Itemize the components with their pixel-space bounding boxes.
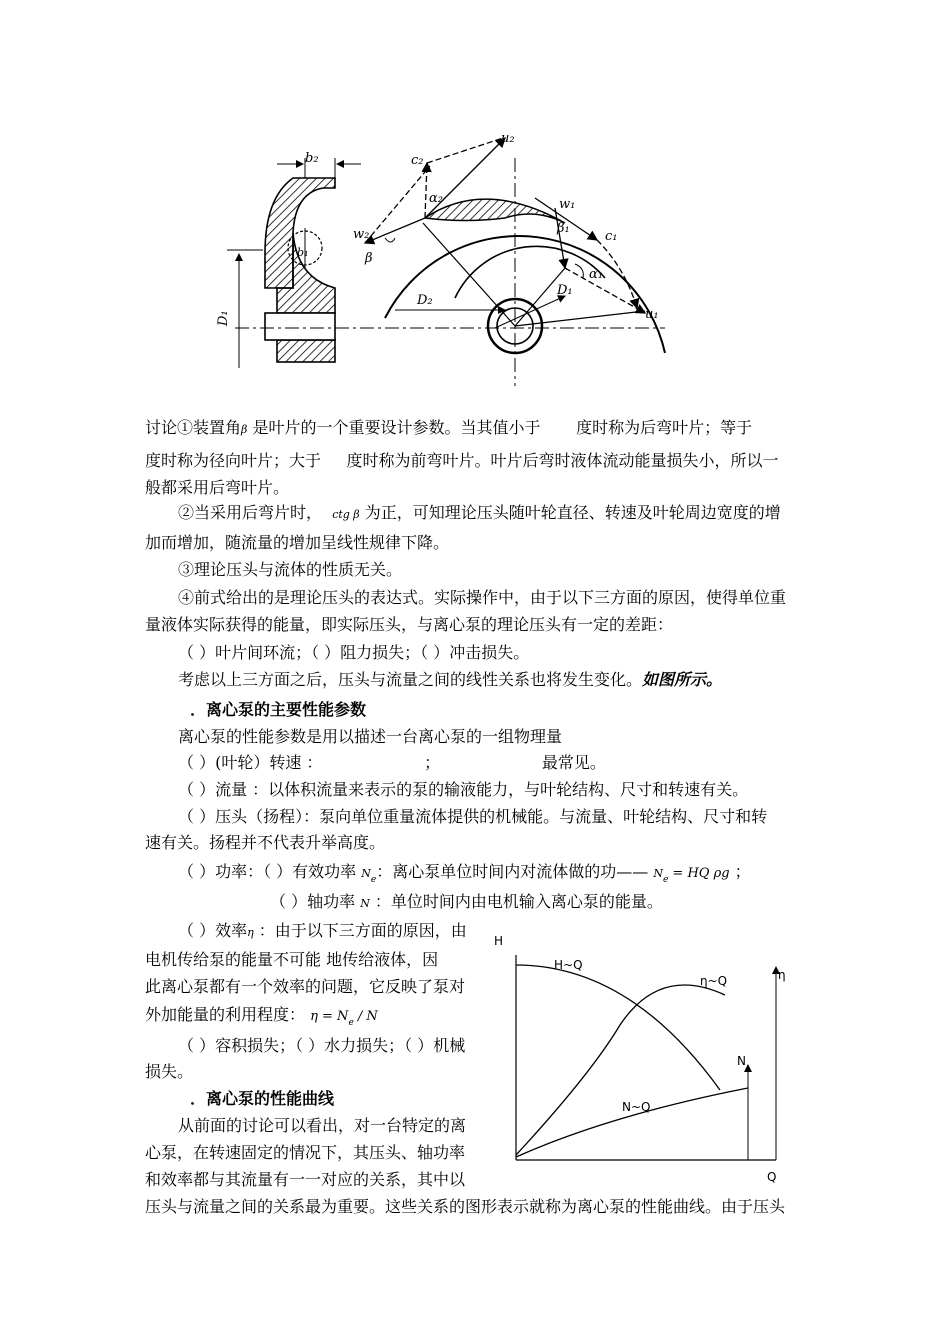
label-beta1: β₁ — [557, 221, 570, 236]
section-heading: ．离心泵的主要性能参数 — [190, 700, 367, 719]
section-heading: ．离心泵的性能曲线 — [190, 1089, 335, 1108]
paragraph-line: 度时称为径向叶片；大于 度时称为前弯叶片。叶片后弯时液体流动能量损失小，所以一 — [145, 451, 779, 470]
label-D2: D₂ — [417, 293, 433, 308]
paragraph-line: （ ）压头（扬程）：泵向单位重量流体提供的机械能。与流量、叶轮结构、尺寸和转 — [178, 807, 768, 826]
label-c1: c₁ — [605, 229, 618, 244]
axis-label-eta: η — [778, 968, 786, 982]
label-b2: b₂ — [305, 151, 319, 166]
impeller-velocity-diagram — [205, 128, 685, 398]
curve-eta-q — [516, 985, 725, 1155]
paragraph-line: 速有关。扬程并不代表升举高度。 — [145, 833, 386, 852]
paragraph-line: 量液体实际获得的能量，即实际压头，与离心泵的理论压头有一定的差距： — [145, 615, 674, 634]
paragraph-line: （ ）流量 ：以体积流量来表示的泵的输液能力，与叶轮结构、尺寸和转速有关。 — [178, 780, 749, 799]
label-D1-left: D₁ — [216, 310, 231, 326]
paragraph-line: （ ）轴功率 N ：单位时间内由电机输入离心泵的能量。 — [270, 892, 663, 911]
paragraph-line: 损失。 — [145, 1062, 194, 1081]
paragraph-line: ②当采用后弯片时， ctg β 为正，可知理论压头随叶轮直径、转速及叶轮周边宽度的增 — [178, 503, 781, 522]
curve-n-q — [516, 1088, 748, 1157]
label-u2: u₂ — [501, 131, 515, 146]
label-w2: w₂ — [353, 227, 370, 242]
label-beta: β — [365, 251, 373, 266]
paragraph-line: ③理论压头与流体的性质无关。 — [178, 560, 403, 579]
label-w1: w₁ — [559, 197, 576, 212]
axis-label-h: H — [494, 934, 504, 948]
pump-performance-curves — [480, 925, 800, 1195]
curve-label-n-q: N~Q — [622, 1100, 651, 1114]
paragraph-line: 外加能量的利用程度： $\eta = N_e / N$ — [145, 1005, 378, 1028]
impeller-front-view — [365, 138, 665, 386]
curve-label-h-q: H~Q — [554, 958, 583, 972]
paragraph-line: 讨论①装置角β 是叶片的一个重要设计参数。当其值小于 度时称为后弯叶片；等于 — [145, 418, 753, 437]
axis-label-n: N — [737, 1054, 746, 1068]
paragraph-line: 般都采用后弯叶片。 — [145, 478, 290, 497]
label-c2: c₂ — [411, 153, 424, 168]
paragraph-line: （ ）叶片间环流；（ ）阻力损失；（ ）冲击损失。 — [178, 643, 530, 662]
paragraph-line: （ ）容积损失；（ ）水力损失；（ ）机械 — [178, 1036, 466, 1055]
paragraph-line: 和效率都与其流量有一一对应的关系，其中以 — [145, 1170, 466, 1189]
curve-label-eta-q: η~Q — [700, 974, 728, 988]
paragraph-line: 电机传给泵的能量不可能 地传给液体，因 — [145, 950, 439, 969]
impeller-cross-section — [227, 158, 665, 368]
paragraph-line: 此离心泵都有一个效率的问题，它反映了泵对 — [145, 977, 466, 996]
paragraph-line: 考虑以上三方面之后，压头与流量之间的线性关系也将发生变化。如图所示。 — [178, 670, 723, 689]
paragraph-line: 心泵，在转速固定的情况下，其压头、轴功率 — [145, 1143, 466, 1162]
label-u1: u₁ — [645, 307, 659, 322]
paragraph-line: ④前式给出的是理论压头的表达式。实际操作中，由于以下三方面的原因，使得单位重 — [178, 588, 787, 607]
label-alpha2: α₂ — [429, 191, 443, 206]
paragraph-line: 压头与流量之间的关系最为重要。这些关系的图形表示就称为离心泵的性能曲线。由于压头 — [145, 1197, 786, 1216]
paragraph-line: （ ）(叶轮）转速 ： ； 最常见。 — [178, 753, 606, 772]
label-alpha1: α₁ — [589, 267, 603, 282]
axis-label-q: Q — [767, 1170, 777, 1184]
paragraph-line: （ ）功率：（ ）有效功率 $N_e$：离心泵单位时间内对流体做的功—— $N_e$ = HQ ρg ； — [178, 862, 751, 885]
paragraph-line: 从前面的讨论可以看出，对一台特定的离 — [178, 1116, 467, 1135]
paragraph-line: （ ）效率η ：由于以下三方面的原因，由 — [178, 921, 467, 940]
label-b1: b₁ — [297, 246, 309, 259]
paragraph-line: 加而增加，随流量的增加呈线性规律下降。 — [145, 533, 450, 552]
paragraph-line: 离心泵的性能参数是用以描述一台离心泵的一组物理量 — [178, 727, 563, 746]
label-D1: D₁ — [557, 283, 573, 298]
